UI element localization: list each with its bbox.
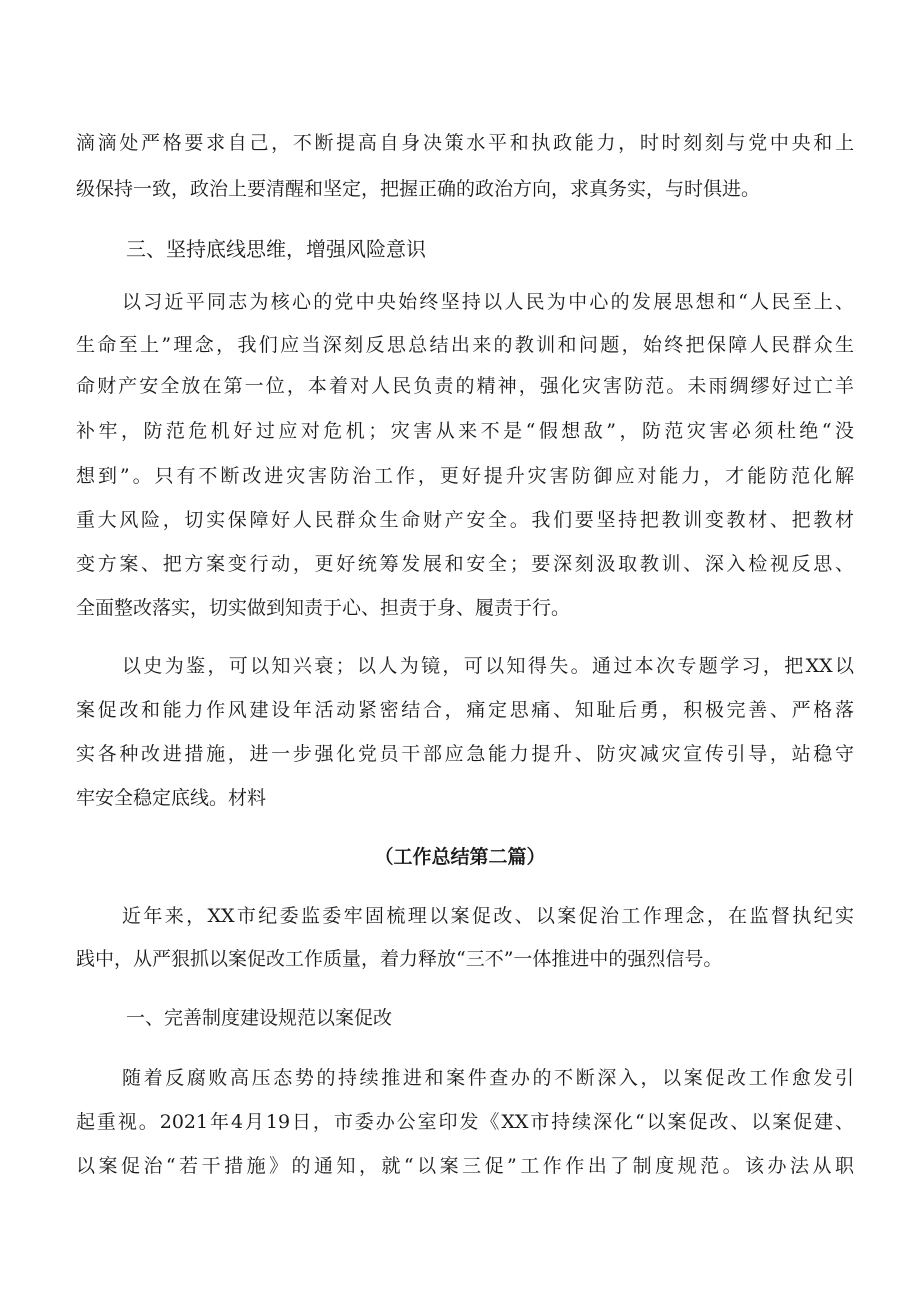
text-line: 以案促治“若干措施》的通知，就“以案三促”工作作出了制度规范。该办法从职 — [76, 1155, 854, 1177]
text-line: 变方案、把方案变行动，更好统筹发展和安全；要深刻汲取教训、深入检视反思、 — [76, 553, 854, 575]
text-line: 重大风险，切实保障好人民群众生命财产安全。我们要坚持把教训变教材、把教材 — [76, 509, 854, 531]
text-line: 案促改和能力作风建设年活动紧密结合，痛定思痛、知耻后勇，积极完善、严格落 — [76, 699, 854, 721]
text-line: 随着反腐败高压态势的持续推进和案件查办的不断深入，以案促改工作愈发引 — [122, 1067, 854, 1089]
text-line: 以习近平同志为核心的党中央始终坚持以人民为中心的发展思想和“人民至上、 — [122, 291, 854, 313]
text-line: 实各种改进措施，进一步强化党员干部应急能力提升、防灾减灾宣传引导，站稳守 — [76, 743, 854, 765]
text-line: 级保持一致，政治上要清醒和坚定，把握正确的政治方向，求真务实，与时俱进。 — [76, 178, 761, 200]
text-line: 生命至上”理念，我们应当深刻反思总结出来的教训和问题，始终把保障人民群众生 — [76, 334, 854, 356]
text-line: 起重视。2021年4月19日，市委办公室印发《XX市持续深化“以案促改、以案促建、 — [76, 1111, 854, 1133]
text-line: 命财产安全放在第一位，本着对人民负责的精神，强化灾害防范。未雨绸缪好过亡羊 — [76, 375, 854, 397]
text-line: 践中，从严狠抓以案促改工作质量，着力释放“三不”一体推进中的强烈信号。 — [76, 948, 723, 970]
section-heading: 一、完善制度建设规范以案促改 — [126, 1007, 393, 1029]
text-line: 滴滴处严格要求自己，不断提高自身决策水平和执政能力，时时刻刻与党中央和上 — [76, 132, 854, 154]
part-title: （工作总结第二篇） — [374, 846, 546, 868]
text-line: 全面整改落实，切实做到知责于心、担责于身、履责于行。 — [76, 597, 571, 619]
section-heading: 三、坚持底线思维，增强风险意识 — [126, 237, 426, 261]
text-line: 以史为鉴，可以知兴衰；以人为镜，可以知得失。通过本次专题学习，把XX以 — [122, 655, 854, 677]
text-line: 近年来，XX市纪委监委牢固梳理以案促改、以案促治工作理念，在监督执纪实 — [122, 905, 854, 927]
text-line: 补牢，防范危机好过应对危机；灾害从来不是“假想敌”，防范灾害必须杜绝“没 — [76, 420, 854, 442]
text-line: 牢安全稳定底线。材料 — [76, 787, 267, 809]
text-line: 想到”。只有不断改进灾害防治工作，更好提升灾害防御应对能力，才能防范化解 — [76, 465, 854, 487]
